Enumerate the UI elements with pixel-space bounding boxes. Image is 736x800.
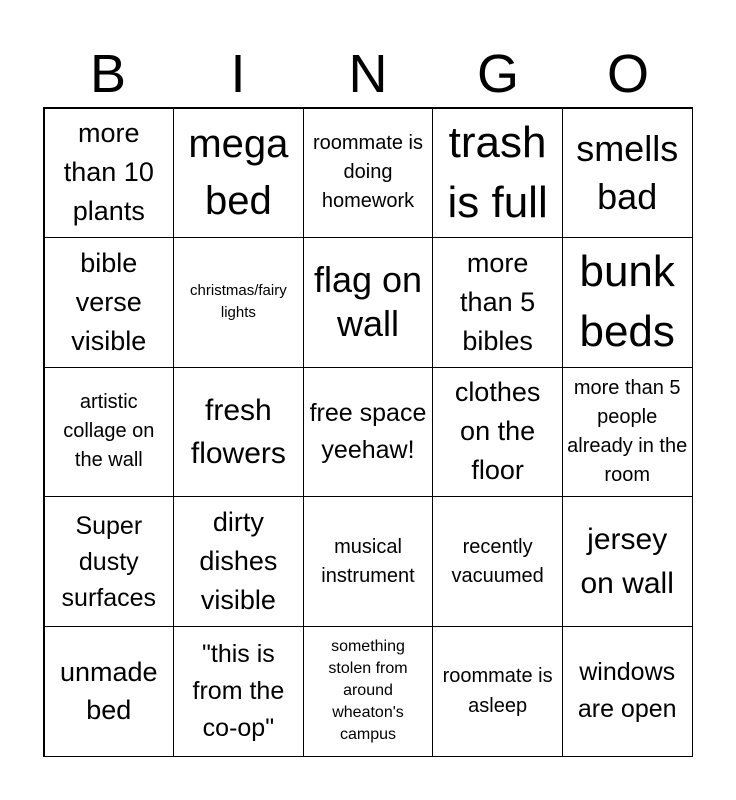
cell-text: fresh flowers [190, 393, 286, 470]
bingo-header [43, 40, 693, 108]
cell-text: more than 5 people already in the room [567, 376, 688, 486]
cell-text: trash is full [447, 117, 548, 227]
cell-text: flag on wall [313, 259, 423, 345]
header-letter-b: B [89, 44, 127, 104]
bingo-cell[interactable] [173, 237, 304, 368]
cell-text: clothes on the floor [454, 377, 541, 486]
cell-text: dirty dishes visible [199, 507, 278, 616]
cell-text: bible verse visible [71, 247, 147, 356]
bingo-cell[interactable] [562, 496, 693, 627]
cell-text: Super dusty surfaces [61, 511, 157, 612]
cell-text: "this is from the co-op" [192, 639, 285, 742]
bingo-cell[interactable] [44, 108, 175, 239]
cell-text: windows are open [577, 658, 677, 724]
bingo-cell[interactable] [173, 496, 304, 627]
header-letter-g: G [476, 44, 519, 104]
cell-text: roommate is doing homework [312, 132, 423, 213]
bingo-cell[interactable] [562, 626, 693, 757]
cell-text: christmas/fairy lights [190, 282, 287, 322]
bingo-cell[interactable] [44, 237, 175, 368]
bingo-cell[interactable] [432, 367, 563, 498]
bingo-cell[interactable] [44, 496, 175, 627]
cell-text: more than 10 plants [63, 118, 154, 227]
cell-text: recently vacuumed [451, 535, 544, 587]
header-letter-i: I [230, 44, 246, 104]
bingo-cell[interactable] [173, 367, 304, 498]
bingo-grid [43, 107, 693, 757]
bingo-cell[interactable] [173, 626, 304, 757]
bingo-cell[interactable] [303, 367, 434, 498]
bingo-cell[interactable] [44, 367, 175, 498]
cell-text: roommate is asleep [442, 665, 553, 718]
cell-text: something stolen from around wheaton's campus [328, 638, 408, 744]
cell-text: jersey on wall [580, 522, 674, 600]
bingo-cell[interactable] [432, 626, 563, 757]
bingo-cell[interactable] [562, 108, 693, 239]
bingo-cell[interactable] [432, 237, 563, 368]
bingo-cell[interactable] [303, 496, 434, 627]
cell-text: unmade bed [60, 657, 158, 726]
cell-text: bunk beds [579, 247, 675, 357]
bingo-cell[interactable] [173, 108, 304, 239]
bingo-cell[interactable] [303, 626, 434, 757]
cell-text: musical instrument [321, 535, 415, 587]
cell-text: free space yeehaw! [309, 398, 427, 464]
cell-text: smells bad [576, 127, 679, 217]
bingo-cell[interactable] [562, 237, 693, 368]
header-letter-n: N [348, 44, 388, 104]
header-letter-o: O [606, 44, 649, 104]
bingo-cell[interactable] [432, 496, 563, 627]
bingo-cell[interactable] [303, 237, 434, 368]
bingo-cell[interactable] [303, 108, 434, 239]
bingo-cell[interactable] [44, 626, 175, 757]
bingo-cell[interactable] [432, 108, 563, 239]
cell-text: artistic collage on the wall [63, 391, 155, 472]
bingo-cell[interactable] [562, 367, 693, 498]
cell-text: more than 5 bibles [460, 247, 536, 356]
cell-text: mega bed [188, 121, 289, 223]
